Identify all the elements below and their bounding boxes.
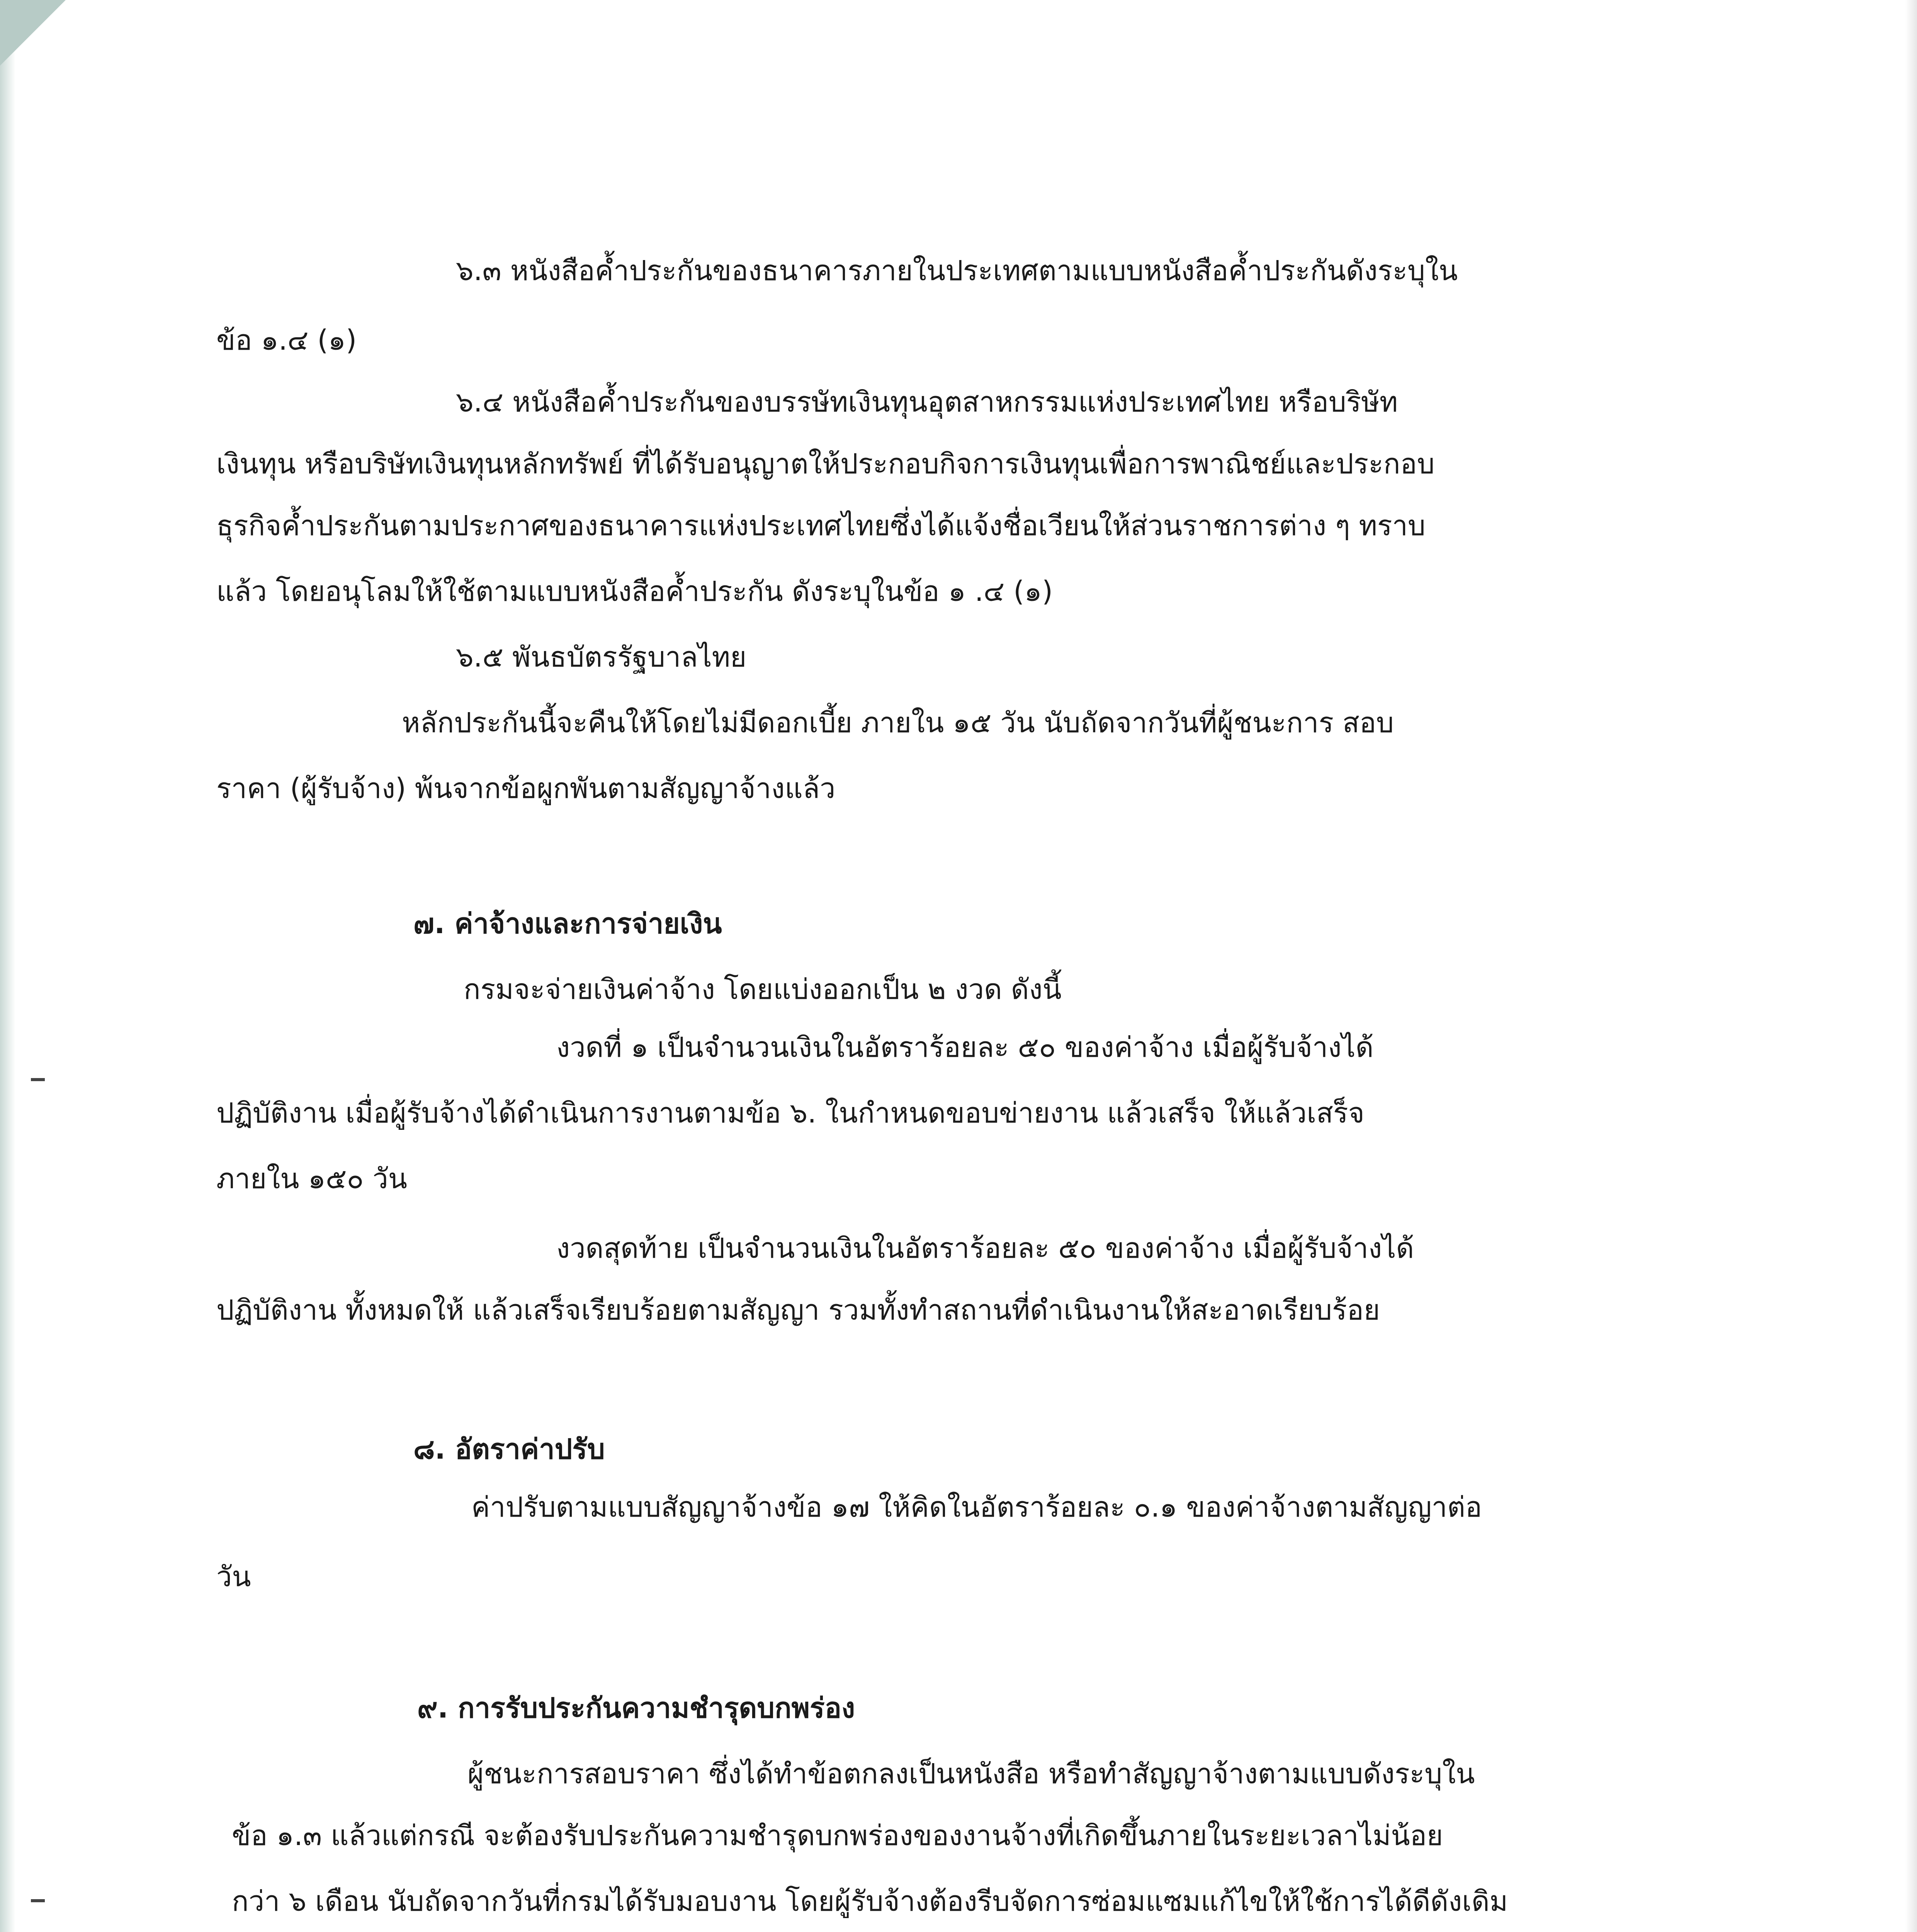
- clause-6-4-line-1: ๖.๔ หนังสือค้ำประกันของบรรษัทเงินทุนอุตสาหกรรมแห่งประเทศไทย หรือบริษัท: [456, 386, 1398, 418]
- installment-1-line-1: งวดที่ ๑ เป็นจำนวนเงินในอัตราร้อยละ ๕๐ ของค่าจ้าง เมื่อผู้รับจ้างได้: [556, 1031, 1374, 1063]
- section-8-heading: ๘. อัตราค่าปรับ: [413, 1433, 605, 1465]
- clause-6-5: ๖.๕ พันธบัตรรัฐบาลไทย: [456, 641, 747, 673]
- penalty-line-1: ค่าปรับตามแบบสัญญาจ้างข้อ ๑๗ ให้คิดในอัตราร้อยละ ๐.๑ ของค่าจ้างตามสัญญาต่อ: [471, 1491, 1482, 1523]
- installment-final-line-1: งวดสุดท้าย เป็นจำนวนเงินในอัตราร้อยละ ๕๐ ของค่าจ้าง เมื่อผู้รับจ้างได้: [556, 1232, 1414, 1264]
- section-7-intro: กรมจะจ่ายเงินค่าจ้าง โดยแบ่งออกเป็น ๒ งวด ดังนี้: [464, 973, 1062, 1005]
- clause-6-4-line-4: แล้ว โดยอนุโลมให้ใช้ตามแบบหนังสือค้ำประกัน ดังระบุในข้อ ๑ .๔ (๑): [216, 575, 1053, 607]
- clause-6-3-line-1: ๖.๓ หนังสือค้ำประกันของธนาคารภายในประเทศตามแบบหนังสือค้ำประกันดังระบุใน: [456, 254, 1458, 287]
- penalty-line-2: วัน: [216, 1560, 251, 1593]
- clause-6-4-line-2: เงินทุน หรือบริษัทเงินทุนหลักทรัพย์ ที่ได้รับอนุญาตให้ประกอบกิจการเงินทุนเพื่อการพาณิชย์และประกอบ: [216, 447, 1435, 480]
- section-7-heading: ๗. ค่าจ้างและการจ่ายเงิน: [413, 907, 722, 940]
- guarantee-return-line-1: หลักประกันนี้จะคืนให้โดยไม่มีดอกเบี้ย ภายใน ๑๕ วัน นับถัดจากวันที่ผู้ชนะการ สอบ: [402, 706, 1394, 739]
- warranty-line-1: ผู้ชนะการสอบราคา ซึ่งได้ทำข้อตกลงเป็นหนังสือ หรือทำสัญญาจ้างตามแบบดังระบุใน: [467, 1757, 1475, 1790]
- guarantee-return-line-2: ราคา (ผู้รับจ้าง) พ้นจากข้อผูกพันตามสัญญาจ้างแล้ว: [216, 772, 836, 804]
- installment-1-line-3: ภายใน ๑๕๐ วัน: [216, 1162, 408, 1195]
- clause-6-4-line-3: ธุรกิจค้ำประกันตามประกาศของธนาคารแห่งประเทศไทยซึ่งได้แจ้งชื่อเวียนให้ส่วนราชการต่าง ๆ ทราบ: [216, 509, 1426, 542]
- warranty-line-3: กว่า ๖ เดือน นับถัดจากวันที่กรมได้รับมอบงาน โดยผู้รับจ้างต้องรีบจัดการซ่อมแซมแก้ไขให้ใช้การได้ดีดังเดิม: [232, 1885, 1508, 1917]
- warranty-line-2: ข้อ ๑.๓ แล้วแต่กรณี จะต้องรับประกันความชำรุดบกพร่องของงานจ้างที่เกิดขึ้นภายในระยะเวลาไม่น้อย: [232, 1819, 1443, 1852]
- installment-final-line-2: ปฏิบัติงาน ทั้งหมดให้ แล้วเสร็จเรียบร้อยตามสัญญา รวมทั้งทำสถานที่ดำเนินงานให้สะอาดเรียบร้อย: [216, 1294, 1380, 1326]
- section-9-heading: ๙. การรับประกันความชำรุดบกพร่อง: [417, 1692, 855, 1724]
- installment-1-line-2: ปฏิบัติงาน เมื่อผู้รับจ้างได้ดำเนินการงานตามข้อ ๖. ในกำหนดขอบข่ายงาน แล้วเสร็จ ให้แล้วเสร็จ: [216, 1097, 1365, 1129]
- clause-6-3-line-2: ข้อ ๑.๔ (๑): [216, 324, 357, 356]
